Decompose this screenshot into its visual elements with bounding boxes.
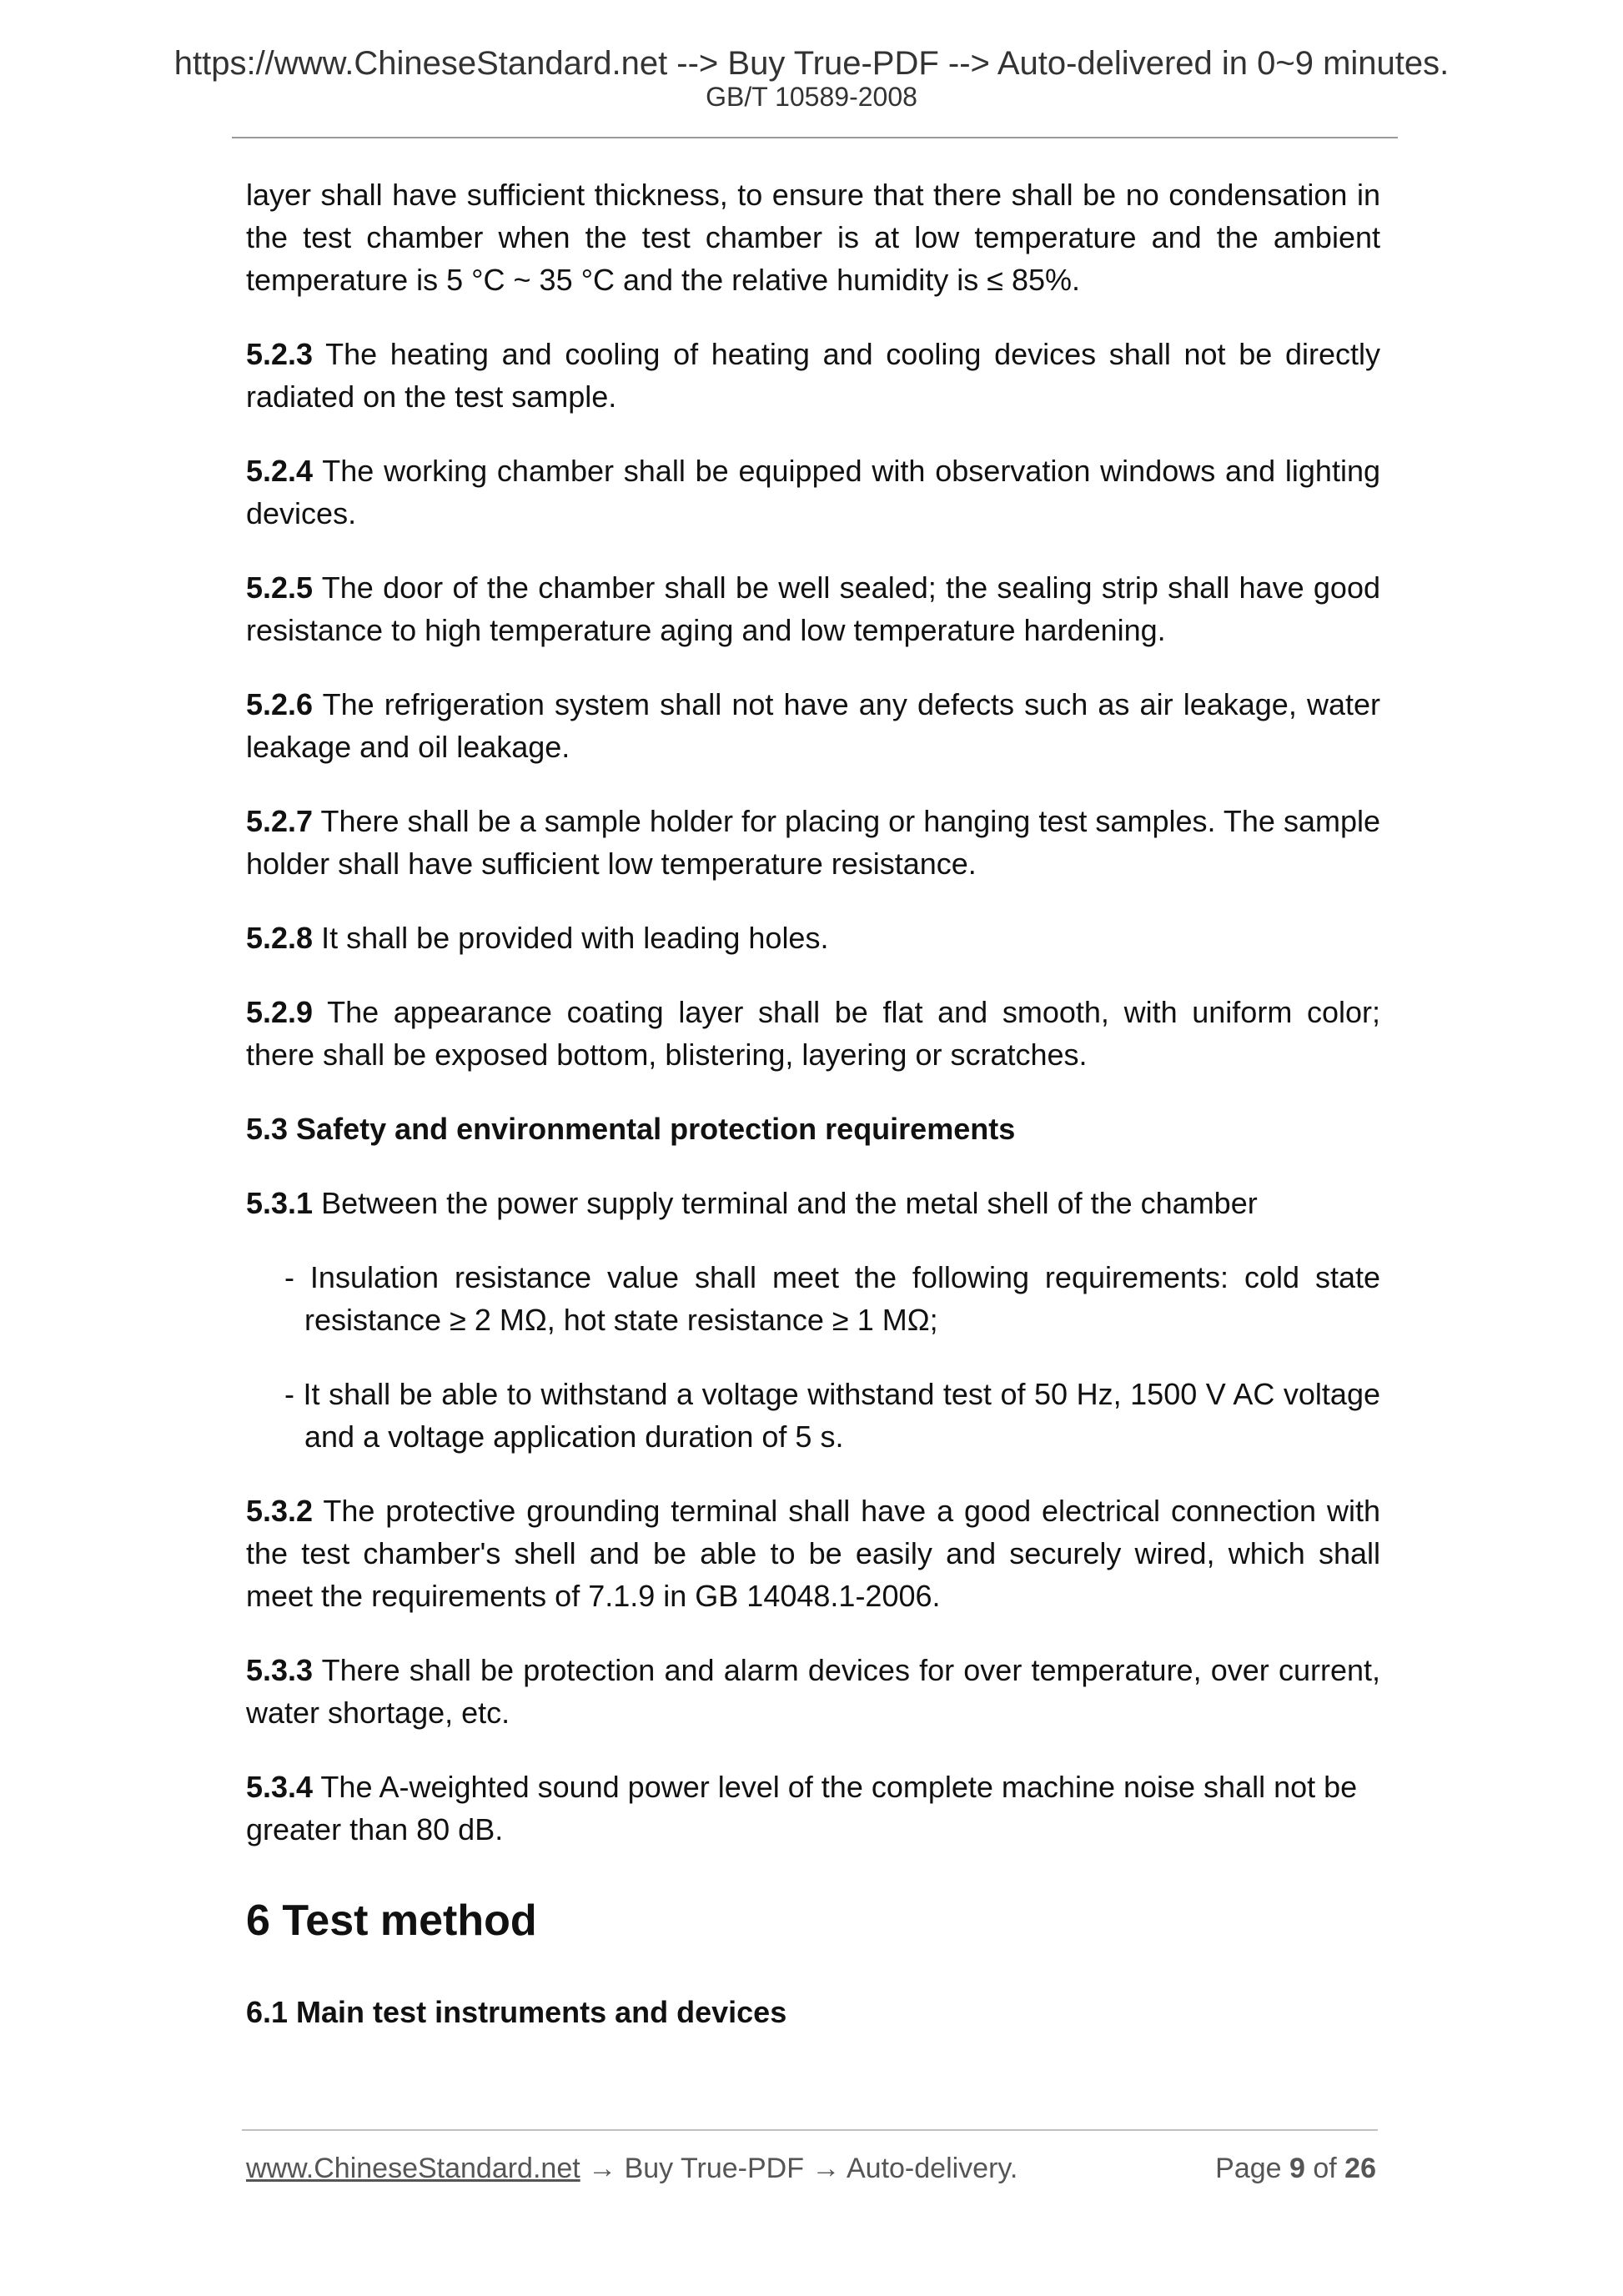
clause-text: There shall be a sample holder for placing or hanging test samples. The sample holder shall have sufficient low temperature resistance. bbox=[246, 804, 1380, 881]
clause-number: 5.2.8 bbox=[246, 921, 314, 955]
list-item: - It shall be able to withstand a voltage withstand test of 50 Hz, 1500 V AC voltage and a voltage application duration of 5 s. bbox=[284, 1377, 1380, 1454]
clause-text: The working chamber shall be equipped with observation windows and lighting devices. bbox=[246, 454, 1380, 530]
clause-5-3-4 bbox=[246, 1766, 1380, 1851]
page-content bbox=[246, 173, 1380, 2065]
clause-text: The refrigeration system shall not have any defects such as air leakage, water leakage and oil leakage. bbox=[246, 687, 1380, 764]
clause-5-2-3 bbox=[246, 333, 1380, 418]
page-label: Page bbox=[1215, 2153, 1289, 2184]
footer-tagline: → Buy True-PDF → Auto-delivery. bbox=[580, 2153, 1018, 2184]
clause-number: 5.3.4 bbox=[246, 1770, 314, 1804]
page-total: 26 bbox=[1344, 2153, 1376, 2184]
clause-5-3-2 bbox=[246, 1490, 1380, 1617]
clause-text: The appearance coating layer shall be flat and smooth, with uniform color; there shall be exposed bottom, blistering, layering or scratches. bbox=[246, 995, 1380, 1072]
top-banner[interactable]: https://www.ChineseStandard.net --> Buy True-PDF --> Auto-delivered in 0~9 minutes. bbox=[173, 45, 1450, 82]
clause-number: 5.2.7 bbox=[246, 804, 314, 838]
clause-number: 5.2.3 bbox=[246, 337, 314, 371]
intro-paragraph: layer shall have sufficient thickness, to ensure that there shall be no condensation in the test chamber when the test chamber is at low temperature and the ambient temperature is 5 °C ~ 35 °C and the relative humidity is ≤ 85%. bbox=[246, 178, 1380, 297]
site-link[interactable]: www.ChineseStandard.net bbox=[246, 2153, 580, 2184]
footer-promo bbox=[246, 2152, 1018, 2185]
clause-number: 5.3.2 bbox=[246, 1494, 314, 1528]
page-of-label: of bbox=[1304, 2153, 1345, 2184]
clause-text: The protective grounding terminal shall have a good electrical connection with the test chamber's shell and be able to be easily and securely wired, which shall meet the requirements of 7.1.9 in GB 14048.1-2006. bbox=[246, 1494, 1380, 1613]
clause-5-3-1 bbox=[246, 1182, 1380, 1224]
clause-5-2-5 bbox=[246, 566, 1380, 651]
clause-text: The A-weighted sound power level of the complete machine noise shall not be greater than 80 dB. bbox=[246, 1770, 1358, 1846]
section-5-3-heading: 5.3 Safety and environmental protection requirements bbox=[246, 1112, 1016, 1146]
clause-text: It shall be provided with leading holes. bbox=[313, 921, 829, 955]
clause-number: 5.2.9 bbox=[246, 995, 314, 1029]
clause-text: The heating and cooling of heating and cooling devices shall not be directly radiated on the test sample. bbox=[246, 337, 1380, 414]
page-number: 9 bbox=[1289, 2153, 1305, 2184]
document-code: GB/T 10589-2008 bbox=[706, 82, 917, 112]
clause-5-2-4 bbox=[246, 450, 1380, 535]
clause-5-2-9 bbox=[246, 991, 1380, 1076]
clause-number: 5.2.5 bbox=[246, 570, 314, 605]
clause-5-2-8 bbox=[246, 917, 1380, 959]
clause-5-3-3 bbox=[246, 1649, 1380, 1734]
clause-number: 5.3.3 bbox=[246, 1653, 314, 1687]
page-indicator bbox=[1176, 2152, 1376, 2185]
clause-5-2-7 bbox=[246, 800, 1380, 885]
clause-text: The door of the chamber shall be well sealed; the sealing strip shall have good resistance to high temperature aging and low temperature hardening. bbox=[246, 570, 1380, 647]
clause-text: Between the power supply terminal and the metal shell of the chamber bbox=[313, 1186, 1258, 1220]
clause-number: 5.3.1 bbox=[246, 1186, 314, 1220]
section-6-1-heading: 6.1 Main test instruments and devices bbox=[246, 1995, 787, 2029]
clause-text: There shall be protection and alarm devices for over temperature, over current, water shortage, etc. bbox=[246, 1653, 1380, 1730]
clause-number: 5.2.6 bbox=[246, 687, 314, 721]
header-divider bbox=[232, 137, 1398, 138]
clause-number: 5.2.4 bbox=[246, 454, 314, 488]
clause-5-2-6 bbox=[246, 683, 1380, 768]
section-6-title: 6 Test method bbox=[246, 1897, 537, 1945]
footer-divider bbox=[242, 2129, 1378, 2131]
list-item: - Insulation resistance value shall meet the following requirements: cold state resistance ≥ 2 MΩ, hot state resistance ≥ 1 MΩ; bbox=[284, 1260, 1380, 1337]
